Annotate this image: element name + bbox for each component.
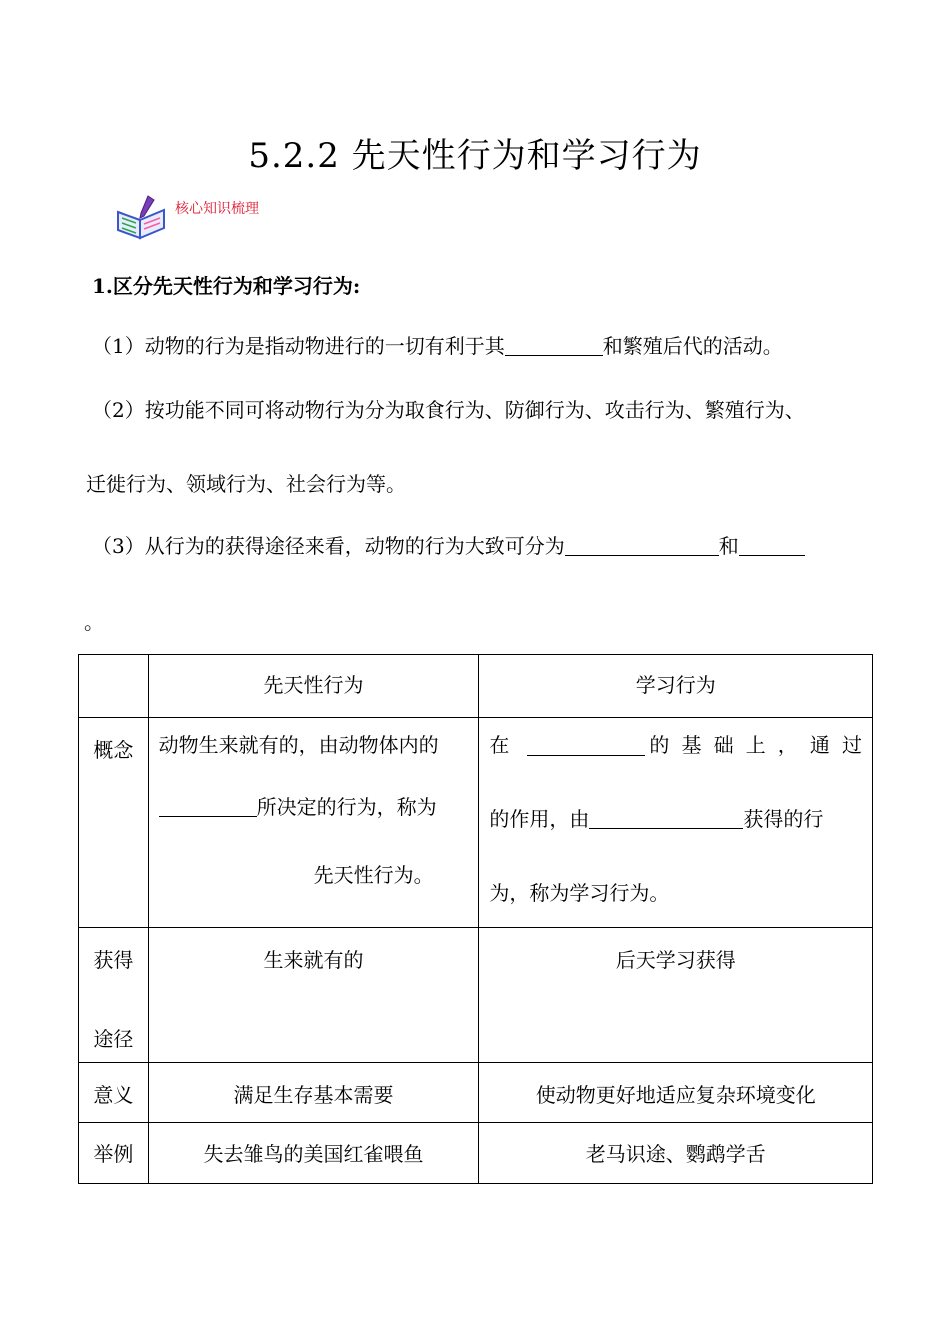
concept-innate-cell (148, 718, 479, 928)
acquire-innate-cell: 生来就有的 (148, 928, 479, 1063)
table-row-acquire (79, 928, 873, 1063)
paragraph-1 (92, 330, 783, 359)
learn-text-pre: 在 (489, 733, 510, 757)
concept-learned-line-1 (489, 734, 862, 756)
learn-char: 的 (649, 733, 670, 757)
answer-blank (159, 796, 257, 817)
learn-spaced-chars (649, 734, 862, 756)
example-learned-cell: 老马识途、鹦鹉学舌 (479, 1123, 873, 1184)
learn-char: 上 (745, 733, 766, 757)
p1-text-post: 和繁殖后代的活动。 (602, 334, 783, 358)
comparison-table (78, 654, 873, 1184)
meaning-learned-cell: 使动物更好地适应复杂环境变化 (479, 1063, 873, 1123)
table-row-example (79, 1123, 873, 1184)
section-heading: 1.区分先天性行为和学习行为: (92, 274, 361, 298)
answer-blank (527, 735, 645, 756)
row-label-acquire (79, 928, 149, 1063)
page-title: 5.2.2 先天性行为和学习行为 (248, 136, 702, 176)
concept-learned-cell (479, 718, 873, 928)
row-label-acquire-line-2: 途径 (93, 1027, 134, 1051)
concept-learned-line-3: 为，称为学习行为。 (489, 881, 670, 905)
concept-innate-line-2-text: 所决定的行为，称为 (256, 795, 437, 819)
example-innate-cell: 失去雏鸟的美国红雀喂鱼 (148, 1123, 479, 1184)
learn-char: 基 (681, 733, 702, 757)
learn-line-2-pre: 的作用，由 (489, 807, 590, 831)
header-cell-learned: 学习行为 (479, 655, 873, 718)
learn-char: ， (777, 733, 798, 757)
header-cell-innate: 先天性行为 (148, 655, 479, 718)
book-pen-icon (114, 192, 168, 242)
concept-innate-line-1: 动物生来就有的，由动物体内的 (158, 733, 439, 757)
row-label-meaning: 意义 (79, 1063, 149, 1123)
paragraph-2-line-2: 迁徙行为、领域行为、社会行为等。 (86, 472, 406, 496)
learn-char: 础 (713, 733, 734, 757)
answer-blank (739, 535, 805, 556)
row-label-acquire-line-1: 获得 (93, 948, 134, 972)
learn-line-2-post: 获得的行 (743, 807, 824, 831)
concept-learned-line-2 (489, 808, 862, 830)
table-row-concept (79, 718, 873, 928)
concept-innate-line-2 (159, 796, 479, 818)
p3-text-pre: （3）从行为的获得途径来看，动物的行为大致可分为 (92, 534, 565, 558)
learn-char: 通 (809, 733, 830, 757)
row-label-example: 举例 (79, 1123, 149, 1184)
badge-label: 核心知识梳理 (175, 201, 259, 217)
paragraph-3 (92, 530, 805, 559)
acquire-learned-cell: 后天学习获得 (479, 928, 873, 1063)
learn-char: 过 (841, 733, 862, 757)
paragraph-3-end: 。 (84, 610, 104, 634)
row-label-concept: 概念 (79, 718, 149, 928)
header-cell-empty (79, 655, 149, 718)
p1-text-pre: （1）动物的行为是指动物进行的一切有利于其 (92, 334, 505, 358)
answer-blank (565, 535, 719, 556)
answer-blank (589, 808, 743, 829)
p3-text-mid: 和 (718, 534, 739, 558)
meaning-innate-cell: 满足生存基本需要 (148, 1063, 479, 1123)
answer-blank (505, 335, 603, 356)
table-header-row (79, 655, 873, 718)
table-row-meaning (79, 1063, 873, 1123)
paragraph-2-line-1: （2）按功能不同可将动物行为分为取食行为、防御行为、攻击行为、繁殖行为、 (92, 398, 805, 422)
concept-innate-line-3: 先天性行为。 (313, 863, 434, 887)
